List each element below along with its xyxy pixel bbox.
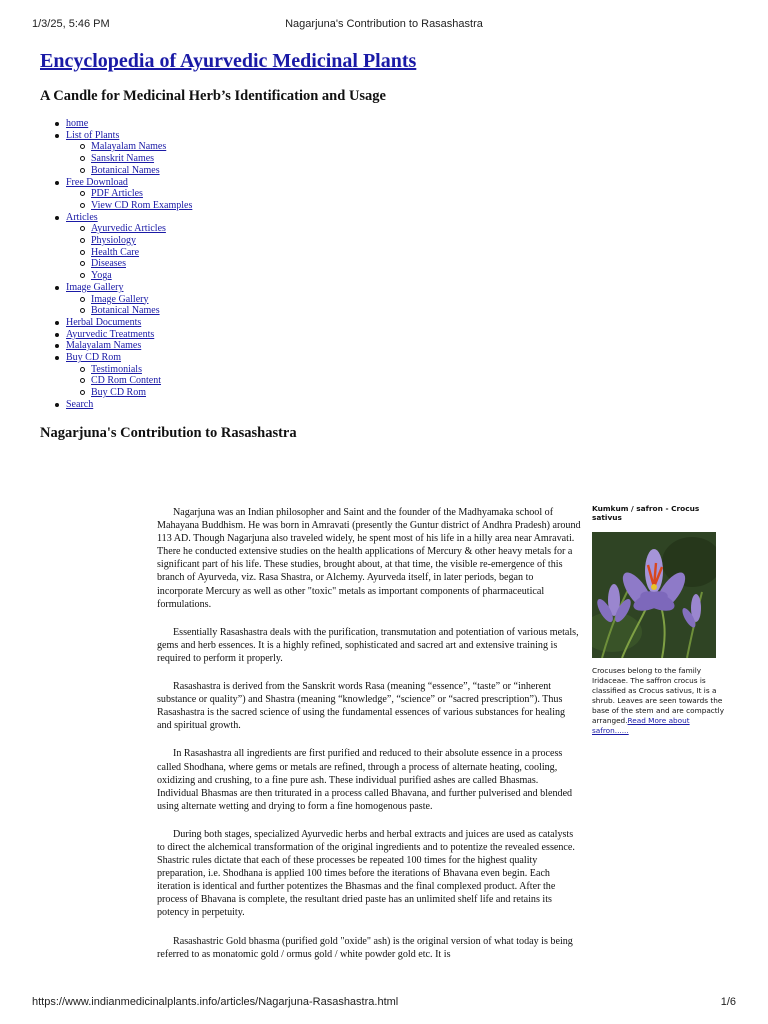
nav-subitem-diseases [66,258,340,270]
site-title [40,50,416,73]
nav-subitem-buy-cd-rom [66,387,340,399]
nav-link-diseases[interactable]: Diseases [91,258,126,270]
nav-link-ayurvedic-treatments[interactable]: Ayurvedic Treatments [66,328,155,340]
nav-link-malayalam-names[interactable]: Malayalam Names [91,141,167,153]
nav-link-yoga[interactable]: Yoga [91,270,112,282]
crocus-flower-illustration [592,532,716,658]
nav-subitem-health-care [66,247,340,259]
article-body [157,506,581,976]
nav-subitem-botanical-names-2 [66,305,340,317]
nav-item-image-gallery [40,282,340,317]
nav-link-free-download[interactable]: Free Download [66,176,128,188]
nav-item-malayalam-names [40,340,340,352]
nav-item-search [40,399,340,411]
article-title: Nagarjuna's Contribution to Rasashastra [40,425,297,441]
print-datetime: 1/3/25, 5:46 PM [32,18,110,30]
article-paragraph: In Rasashastra all ingredients are first purified and reduced to their absolute essence in a process called Shodhana, where gems or metals are refined, through a process of alternate heating, cooling, oxidizing and crushing, to a fine pure ash. These individual purified ashes are called Bhasmas. Individual Bhasmas are then triturated in a process called Bhavana, and further pulverised and blended using alternate wetting and drying to form a fine homogenous paste. [157,748,573,812]
nav-subitem-botanical-names [66,165,340,177]
nav-link-home[interactable]: home [66,118,89,129]
print-footer [32,996,736,1010]
nav-subitem-image-gallery [66,294,340,306]
nav-link-pdf-articles[interactable]: PDF Articles [91,188,143,200]
nav-link-buy-cd-rom[interactable]: Buy CD Rom [66,352,122,364]
nav-link-articles[interactable]: Articles [66,211,98,223]
nav-link-health-care[interactable]: Health Care [91,246,140,258]
site-title-link[interactable]: Encyclopedia of Ayurvedic Medicinal Plants [40,50,417,72]
article-paragraph: Rasashastric Gold bhasma (purified gold "oxide" ash) is the original version of what today is being referred to as monatomic gold / ormus gold / white powder gold etc. It is [157,935,573,960]
article-paragraph: Nagarjuna was an Indian philosopher and Saint and the founder of the Madhyamaka school of Mahayana Buddhism. He was born in Amravati (presently the Guntur district of Andhra Pradesh) around 113 AD. Though Nagarjuna also traveled widely, he spent most of his life in a hilly area near Amravati. There he conducted extensive studies on the health applications of Mercury & other heavy metals for a significant part of his life. These studies, brought about, at that time, the visible re-emergence of this branch of Ayurveda, viz. Rasa Shastra, or Alchemy. Ayurveda itself, in later periods, began to incorporate Mercury as well as other "toxic" metals as important components of pharmaceutical formulations. [157,507,581,610]
nav-subitem-testimonials [66,364,340,376]
nav-link-physiology[interactable]: Physiology [91,235,137,247]
nav-subitem-pdf-articles [66,188,340,200]
site-tagline: A Candle for Medicinal Herb’s Identification and Usage [40,88,386,104]
article-paragraph: Essentially Rasashastra deals with the purification, transmutation and potentiation of various metals, gems and herb essences. It is a highly refined, sophisticated and sacred art and extensive training is required to perform it properly. [157,626,579,664]
nav-subitem-ayurvedic-articles [66,223,340,235]
nav-item-herbal-documents [40,317,340,329]
nav-link-view-cd-rom-examples[interactable]: View CD Rom Examples [91,199,193,211]
nav-link-search[interactable]: Search [66,398,94,410]
nav-subitem-malayalam-names [66,141,340,153]
print-url: https://www.indianmedicinalplants.info/articles/Nagarjuna-Rasashastra.html [32,996,399,1008]
nav-link-image-gallery-sub[interactable]: Image Gallery [91,293,149,305]
nav-subitem-sanskrit-names [66,153,340,165]
nav-item-list-of-plants [40,130,340,177]
nav-link-ayurvedic-articles[interactable]: Ayurvedic Articles [91,223,166,235]
saffron-crocus-image [592,532,716,658]
nav-link-list-of-plants[interactable]: List of Plants [66,129,120,141]
nav-item-articles [40,212,340,282]
plant-sidebar [592,504,728,736]
nav-link-buy-cd-rom-sub[interactable]: Buy CD Rom [91,387,147,399]
nav-item-buy-cd-rom [40,352,340,399]
print-page-title: Nagarjuna's Contribution to Rasashastra [285,18,483,30]
nav-link-botanical-names-2[interactable]: Botanical Names [91,305,160,317]
article-paragraph: During both stages, specialized Ayurvedic herbs and herbal extracts and juices are used as catalysts to direct the alchemical transformation of the original ingredients and to potentize the revealed essence. Shastric rules dictate that each of these processes be repeated 100 times for the highest quality preparation, i.e. Shodhana is applied 100 times before the iterations of Bhavana even begin. Each iteration is identical and further potentizes the Bhasmas and the final complexed product. After the process of Bhavana is complete, the resultant dried paste has an unlimited shelf life and retains its potency in perpetuity. [157,828,575,919]
nav-link-sanskrit-names[interactable]: Sanskrit Names [91,153,155,165]
print-header [32,18,736,32]
nav-subitem-view-cd-rom-examples [66,200,340,212]
nav-subitem-yoga [66,270,340,282]
plant-description-text: Crocuses belong to the family Iridaceae. The saffron crocus is classified as Crocus sativus, It is a shrub. Leaves are seen towards the base of the stem and are compactly arranged. [592,666,725,725]
nav-subitem-cd-rom-content [66,375,340,387]
nav-link-botanical-names[interactable]: Botanical Names [91,164,160,176]
plant-caption: Kumkum / safron - Crocus sativus [592,504,700,522]
nav-item-ayurvedic-treatments [40,329,340,341]
nav-link-cd-rom-content[interactable]: CD Rom Content [91,375,162,387]
article-paragraph: Rasashastra is derived from the Sanskrit words Rasa (meaning “essence”, “taste” or “inherent substance or quality”) and Shastra (meaning “knowledge”, “science” or “sacred prescription”). Thus Rasashastra is the sacred science of using the fundamental essences of various substances for healing and spiritual growth. [157,681,566,732]
nav-link-testimonials[interactable]: Testimonials [91,363,142,375]
print-page-number: 1/6 [720,996,736,1008]
nav-link-malayalam-names-2[interactable]: Malayalam Names [66,340,142,352]
main-navigation [40,118,340,411]
read-more-saffron-link[interactable]: Read More about safron...... [592,716,690,735]
nav-link-image-gallery[interactable]: Image Gallery [66,281,124,293]
nav-item-home [40,118,340,130]
nav-link-herbal-documents[interactable]: Herbal Documents [66,316,142,328]
plant-description [592,666,728,736]
nav-subitem-physiology [66,235,340,247]
nav-item-free-download [40,177,340,212]
